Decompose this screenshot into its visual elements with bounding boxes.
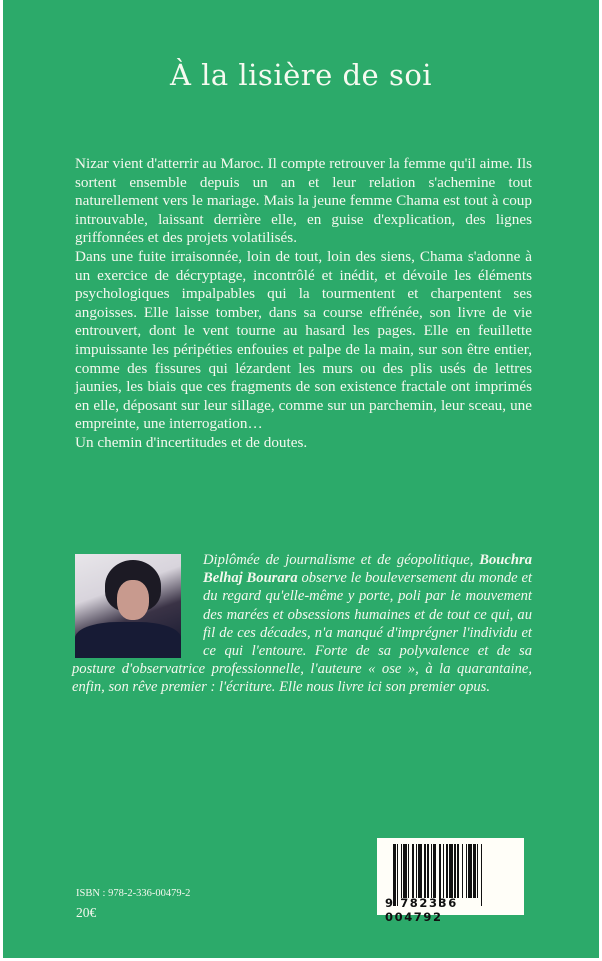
barcode-bars: [393, 844, 516, 902]
barcode-bar: [462, 844, 463, 898]
barcode-bar: [473, 844, 476, 898]
barcode-bar: [454, 844, 455, 898]
book-title: À la lisière de soi: [169, 58, 433, 92]
barcode-bar: [427, 844, 430, 898]
barcode-bar: [403, 844, 407, 898]
synopsis-paragraph: Un chemin d'incertitudes et de doutes.: [75, 433, 308, 451]
isbn: ISBN : 978-2-336-00479-2: [76, 888, 191, 899]
book-back-cover: [3, 0, 599, 958]
author-bio: [72, 551, 532, 697]
barcode-digits: 9 782336 004792: [385, 896, 458, 924]
barcode-bar: [477, 844, 478, 898]
barcode-bar: [457, 844, 460, 898]
barcode-bar: [401, 844, 402, 898]
author-photo: [75, 554, 181, 658]
barcode-bar: [466, 844, 467, 898]
barcode-bar: [408, 844, 409, 898]
barcode-bar: [468, 844, 472, 898]
barcode-bar: [418, 844, 422, 898]
author-name: Bouchra Belhaj Bourara: [203, 552, 532, 587]
synopsis: [75, 155, 532, 453]
barcode-bar: [433, 844, 436, 898]
synopsis-paragraph: Dans une fuite irraisonnée, loin de tout, loin des siens, Chama s'adonne à un exercice de décryptage, incontrôlé et inédit, et dévoile les éléments psychologiques impalpables qui la tourmentent et charpentent ses angoisses. Elle laisse tomber, dans sa course effrénée, son livre de vie entrouvert, dont le vent tourne au hasard les pages. Elle en feuillette impuissante les péripéties enfouies et palpe de la main, sur son être entier, comme des fissures qui lézardent les murs ou des plis usés de lettres jaunies, les biais que ces fragments de son existence fractale ont imprimés en elle, déposant sur leur sillage, comme sur un parchemin, leur sceau, une empreinte, une interrogation…: [75, 247, 532, 433]
barcode-bar: [412, 844, 415, 898]
barcode-bar: [424, 844, 425, 898]
barcode-bar: [449, 844, 453, 898]
barcode-bar: [443, 844, 444, 898]
barcode-bar: [416, 844, 417, 898]
barcode-bar: [446, 844, 449, 898]
barcode-bar: [431, 844, 432, 898]
synopsis-paragraph: Nizar vient d'atterrir au Maroc. Il compte retrouver la femme qu'il aime. Ils sortent ensemble depuis un an et leur relation s'achemine tout naturellement vers le mariage. Mais la jeune femme Chama est tout à coup introuvable, laissant derrière elle, en guise d'explication, des lignes griffonnées et des projets volatilisés.: [75, 155, 532, 247]
price: 20€: [76, 905, 97, 920]
bio-text-start: Diplômée de journalisme et de géopolitique,: [203, 552, 480, 568]
barcode: [377, 838, 524, 924]
bio-text-end: observe le bouleversement du monde et du regard qu'elle-même y porte, poli par le mouvement des marées et obsessions humaines et de tout ce qui, au fil de ces décades, n'a manqué d'imprégner l'individu et ce qui l'entoure. Forte de sa polyvalence et de sa posture d'observatrice professionnelle, l'auteure « ose », à la quarantaine, enfin, son rêve premier : l'écriture. Elle nous livre ici son premier opus.: [72, 570, 532, 696]
